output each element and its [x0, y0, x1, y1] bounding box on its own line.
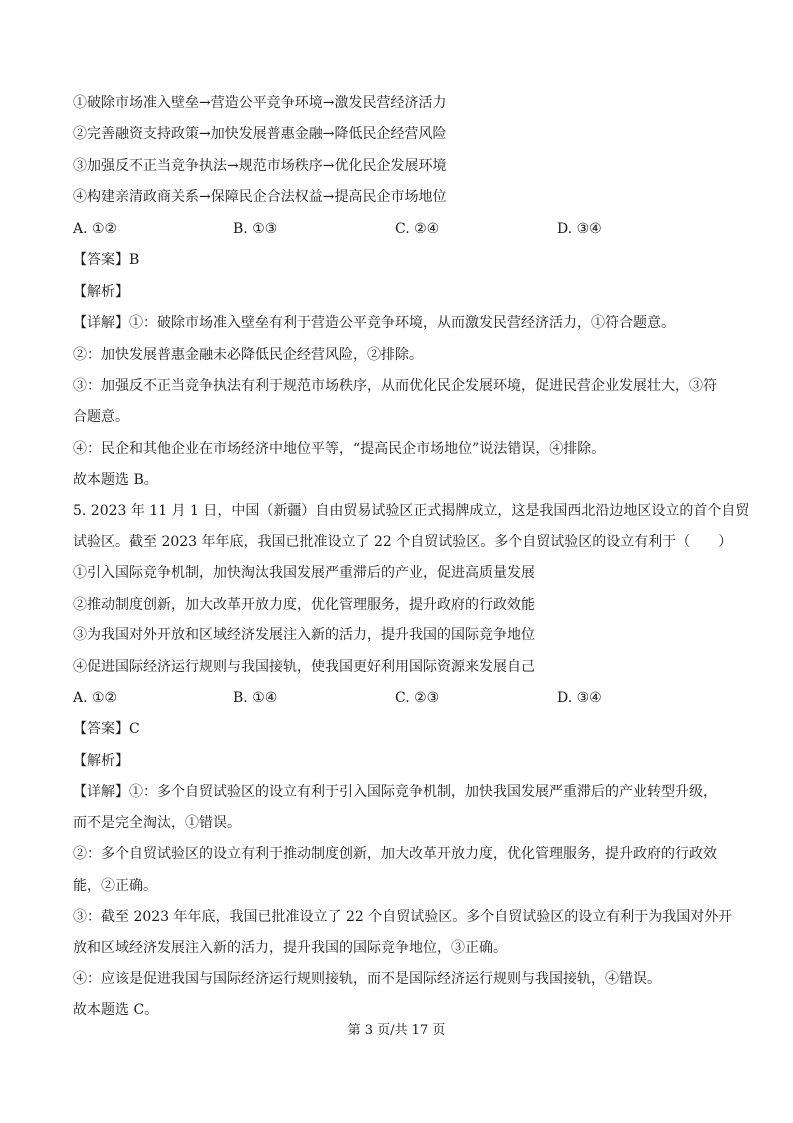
q4-detail-line: ③：加强反不正当竞争执法有利于规范市场秩序，从而优化民企发展环境，促进民营企业发展壮大，③符 [73, 378, 717, 394]
q5-detail-line: ②：多个自贸试验区的设立有利于推动制度创新，加大改革开放力度，优化管理服务，提升政府的行政效 [73, 846, 717, 862]
q5-item-3: ③为我国对外开放和区域经济发展注入新的活力，提升我国的国际竞争地位 [73, 627, 535, 643]
q4-analysis-heading: 【解析】 [73, 284, 129, 300]
q5-option-b: B. ①④ [233, 690, 278, 706]
q4-chain-2: ②完善融资支持政策→加快发展普惠金融→降低民企经营风险 [73, 126, 447, 142]
q5-detail-line: 而不是完全淘汰，①错误。 [73, 815, 241, 831]
q5-detail-line: 【详解】①：多个自贸试验区的设立有利于引入国际竞争机制，加快我国发展严重滞后的产业转型升级， [73, 784, 717, 800]
q4-option-d: D. ③④ [557, 221, 602, 237]
q5-item-2: ②推动制度创新，加大改革开放力度，优化管理服务，提升政府的行政效能 [73, 597, 535, 613]
q5-conclusion: 故本题选 C。 [73, 1002, 159, 1018]
q4-chain-1: ①破除市场准入壁垒→营造公平竞争环境→激发民营经济活力 [73, 95, 447, 111]
q5-item-1: ①引入国际竞争机制，加快淘汰我国发展严重滞后的产业，促进高质量发展 [73, 565, 535, 581]
q4-detail-line: ②：加快发展普惠金融未必降低民企经营风险，②排除。 [73, 347, 423, 363]
q5-option-a: A. ①② [73, 690, 118, 706]
q5-detail-line: ③：截至 2023 年年底，我国已批准设立了 22 个自贸试验区。多个自贸试验区的设立有利于为我国对外开 [73, 909, 733, 925]
q5-option-d: D. ③④ [557, 690, 602, 706]
q5-analysis-heading: 【解析】 [73, 753, 129, 769]
q4-chain-4: ④构建亲清政商关系→保障民企合法权益→提高民企市场地位 [73, 189, 447, 205]
q4-chain-3: ③加强反不正当竞争执法→规范市场秩序→优化民企发展环境 [73, 158, 447, 174]
q5-stem-line: 5. 2023 年 11 月 1 日，中国（新疆）自由贸易试验区正式揭牌成立，这是我国西北沿边地区设立的首个自贸 [73, 503, 750, 519]
q4-option-a: A. ①② [73, 221, 118, 237]
q5-detail-line: ④：应该是促进我国与国际经济运行规则接轨，而不是国际经济运行规则与我国接轨，④错误。 [73, 971, 661, 987]
q5-detail-line: 放和区域经济发展注入新的活力，提升我国的国际竞争地位，③正确。 [73, 940, 507, 956]
q4-option-b: B. ①③ [233, 221, 278, 237]
q4-option-c: C. ②④ [395, 221, 440, 237]
q4-detail-line: 【详解】①：破除市场准入壁垒有利于营造公平竞争环境，从而激发民营经济活力，①符合题意。 [73, 315, 675, 331]
q4-detail-line: ④：民企和其他企业在市场经济中地位平等，“提高民企市场地位”说法错误，④排除。 [73, 441, 606, 457]
q5-option-c: C. ②③ [395, 690, 440, 706]
q5-detail-line: 能，②正确。 [73, 878, 157, 894]
q4-detail-line: 合题意。 [73, 409, 129, 425]
q5-stem-line: 试验区。截至 2023 年年底，我国已批准设立了 22 个自贸试验区。多个自贸试验区的设立有利于（ ） [73, 534, 733, 550]
q4-conclusion: 故本题选 B。 [73, 472, 158, 488]
q5-answer: 【答案】C [73, 721, 140, 737]
q4-answer: 【答案】B [73, 252, 140, 268]
page-number: 第 3 页/共 17 页 [347, 1023, 446, 1038]
q5-item-4: ④促进国际经济运行规则与我国接轨，使我国更好利用国际资源来发展自己 [73, 659, 535, 675]
